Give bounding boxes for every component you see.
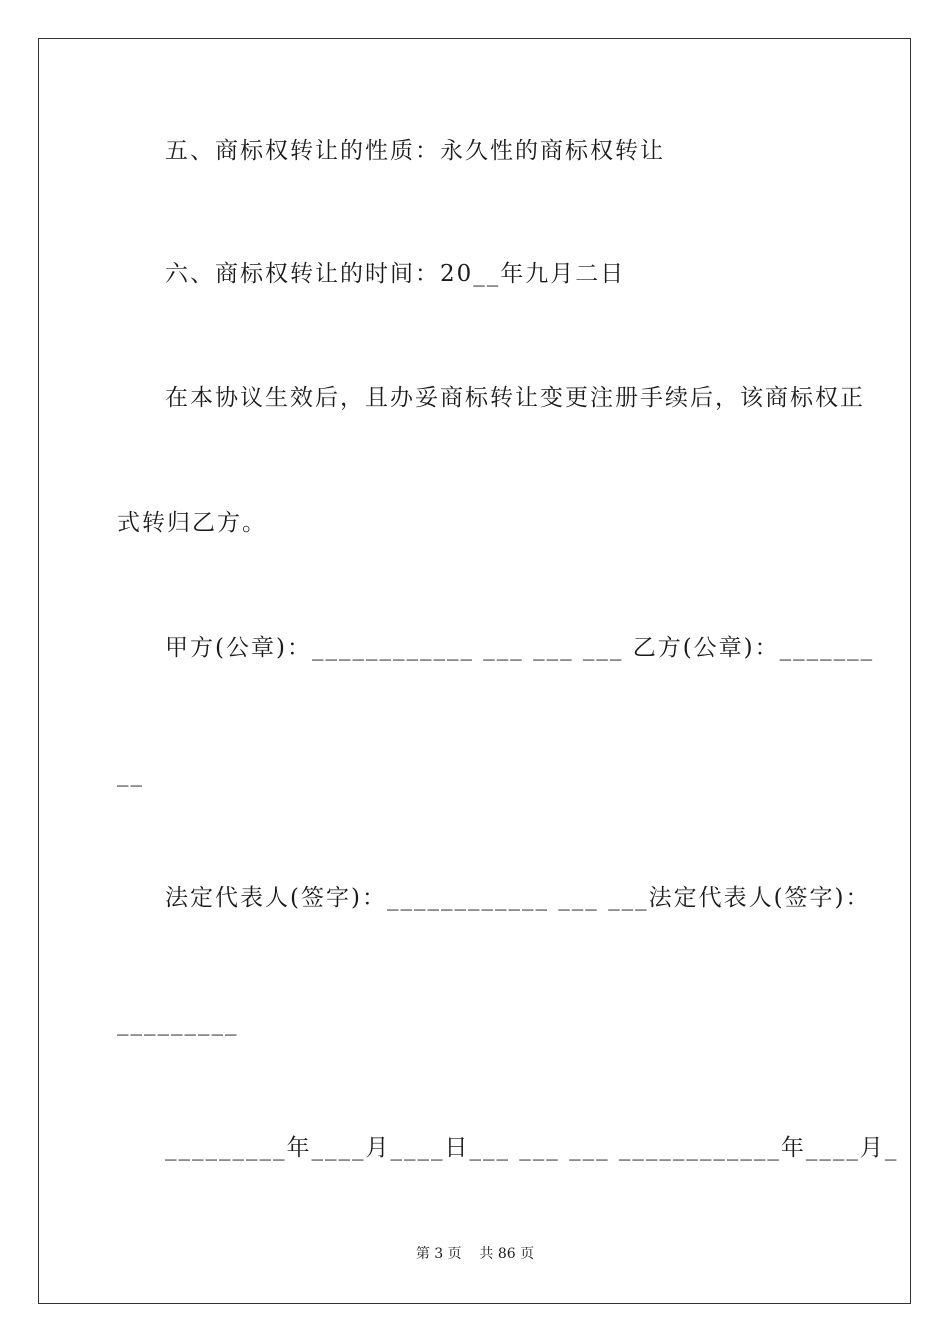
- legal-representative-line: 法定代表人(签字)：____________ ___ ___法定代表人(签字)：: [165, 885, 871, 911]
- paragraph-effective-line-2: 式转归乙方。: [117, 510, 267, 536]
- date-line: _________年____月____日___ ___ ___ ____________年____月_: [165, 1135, 899, 1161]
- paragraph-effective-line-1: 在本协议生效后，且办妥商标转让变更注册手续后，该商标权正: [165, 385, 865, 411]
- clause-five: 五、商标权转让的性质：永久性的商标权转让: [165, 138, 665, 164]
- page-number-footer: 第 3 页 共 86 页: [415, 1246, 535, 1262]
- party-seal-line: 甲方(公章)：____________ ___ ___ ___ 乙方(公章)：_______: [165, 635, 875, 661]
- legal-representative-line-continued: _________: [117, 1010, 239, 1036]
- page-border: [38, 38, 911, 1304]
- clause-six: 六、商标权转让的时间：20__年九月二日: [165, 261, 626, 287]
- party-seal-line-continued: __: [117, 761, 144, 787]
